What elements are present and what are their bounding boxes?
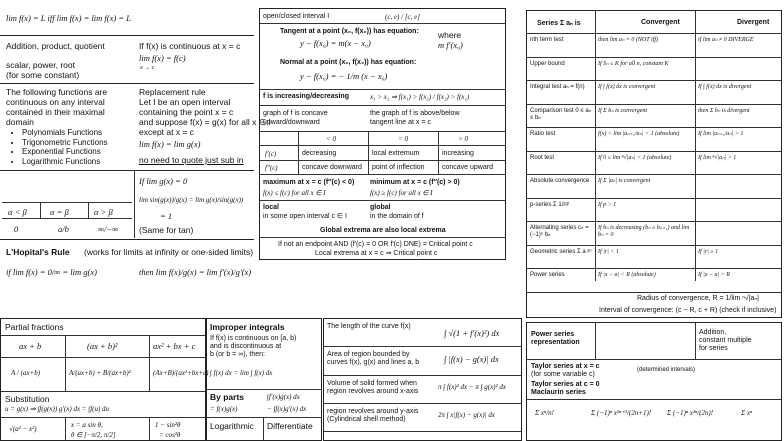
table-row	[527, 174, 781, 199]
table-cell: Power series	[530, 272, 565, 278]
table-cell: If 0 ≤ lim ⁿ√|aₙ| < 1 (absolute)	[598, 154, 672, 161]
interval-text-4: domain	[6, 117, 34, 127]
normal-title: Normal at a point (x₀, f(x₀)) has equation:	[280, 59, 417, 66]
shell-label-1: region revolves around y-axis	[327, 408, 419, 415]
parts-formula: ∫f′(x)g(x) dx	[267, 393, 300, 401]
improper-integrals-panel	[206, 318, 322, 441]
table-cell: If lim ⁿ√|aₙ| > 1	[698, 154, 737, 161]
table-cell: If Σ |aₙ| is convergent	[598, 178, 651, 184]
area-label-1: Area of region bounded by	[327, 351, 410, 358]
table-cell: If |x − a| < R (absolute)	[598, 272, 656, 278]
table-cell: x = a sin θ,	[71, 421, 103, 429]
global-label: global	[370, 204, 391, 211]
lhopital-subtitle: (works for limits at infinity or one-sided limits)	[84, 247, 254, 257]
table-cell: local extremum	[372, 150, 420, 157]
table-cell: If |r| ≥ 1	[698, 248, 719, 255]
local-label: local	[263, 204, 279, 211]
table-cell: 1 − sin²θ	[155, 421, 181, 429]
apq-title: Addition, product, quotient	[6, 41, 105, 51]
series-sum: Σ (−1)ⁿ x²ⁿ⁺¹/(2n+1)!	[591, 409, 652, 417]
apq-note: (for some constant)	[6, 70, 80, 80]
parts-formula-2: − ∫f(x)g′(x) dx	[267, 405, 307, 413]
length-label: The length of the curve f(x)	[327, 323, 411, 330]
open-closed-notation: (c, e) / [c, e]	[385, 13, 420, 21]
shell-label-2: (Cylindrical shell method)	[327, 416, 406, 423]
replacement-note: no need to quote just sub in	[139, 155, 244, 165]
minimum-sub: f(x) ≥ f(c) for all x ∈ I	[370, 189, 433, 197]
table-header: Convergent	[641, 19, 680, 26]
table-cell: If Σ bₙ is convergent	[598, 107, 648, 114]
table-header: < 0	[326, 135, 336, 143]
table-cell: Upper bound	[530, 60, 565, 67]
interval-of-convergence: Interval of convergence: (c − R, c + R) (check if inclusive)	[599, 307, 777, 314]
logarithmic-label: Logarithmic	[210, 421, 254, 431]
replacement-text-2: containing the point x = c	[139, 107, 234, 117]
table-row	[527, 33, 781, 58]
concave-left-2: upward/downward	[263, 119, 320, 126]
partial-fractions-title: Partial fractions	[5, 322, 64, 332]
replacement-text-3: and suppose f(x) = g(x) for all x ∈ I	[139, 117, 271, 127]
volume-label-1: Volume of solid formed when	[327, 380, 417, 387]
table-cell: nth term test	[530, 37, 564, 43]
table-cell: Comparison test 0 ≤ aₙ ≤ bₙ	[530, 107, 592, 121]
replacement-formula: lim f(x) = lim g(x)	[139, 139, 201, 149]
table-cell: = cos²θ	[159, 431, 181, 439]
comparison-table	[2, 172, 132, 238]
improper-text-2: and is discontinuous at	[210, 343, 282, 350]
table-row	[527, 221, 781, 246]
volume-label-2: region revolves around x-axis	[327, 388, 419, 395]
table-header: α = β	[50, 207, 69, 217]
table-cell: if lim aₙ ≠ 0 DIVERGE	[698, 37, 754, 43]
table-row	[527, 57, 781, 82]
applications-panel	[323, 318, 522, 441]
table-cell: decreasing	[302, 150, 337, 157]
list-item: • Polynomials Functions	[22, 128, 108, 138]
critical-point-local: Local extrema at x = c ⇒ Critical point c	[315, 250, 438, 257]
power-series-title: Power series representation	[531, 331, 580, 347]
where-m: m f′(x₀)	[438, 40, 463, 50]
series-panel	[526, 10, 782, 318]
table-header: (ax + b)²	[87, 341, 118, 351]
taylor-interval-note: (determined intervals)	[637, 367, 696, 373]
increasing-formula: x₁ > x₂ ⇒ f(x₁) > f(x₂) / f(x₂) > f(x₁)	[370, 93, 470, 101]
parts-title: By parts	[210, 392, 245, 402]
improper-title: Improper integrals	[210, 322, 285, 332]
table-cell: (Ax+B)/(ax²+bx+c)	[153, 369, 209, 377]
replacement-title: Replacement rule	[139, 87, 206, 97]
where-label: where	[438, 30, 462, 40]
table-cell: concave upward	[442, 164, 493, 171]
list-item: • Trigonometric Functions	[22, 138, 108, 148]
table-cell: concave downward	[302, 164, 362, 171]
table-cell: If bₙ is decreasing (bₙ ≥ bₙ₊₁) and lim bₙ = 0	[598, 225, 690, 239]
table-row	[527, 104, 781, 129]
partial-fractions-panel	[0, 318, 209, 441]
continuity-title: If f(x) is continuous at x = c	[139, 41, 241, 51]
power-series-note-3: for series	[699, 345, 728, 352]
concave-right-2: tangent line at x = c	[370, 119, 431, 126]
squeeze-fraction: lim sin(g(x))/g(x) = lim g(x)/sin(g(x))	[139, 196, 244, 204]
continuity-formula: lim f(x) = f(c)	[139, 53, 186, 63]
interval-text-1: The following functions are	[6, 87, 108, 97]
table-cell: then lim aₙ = 0 (NOT iff)	[598, 37, 658, 43]
table-cell: 0	[14, 224, 19, 234]
table-header: Divergent	[737, 19, 770, 26]
table-header: ax + b	[19, 341, 42, 351]
table-cell: If lim |aₙ₊₁/aₙ| > 1	[698, 131, 744, 137]
minimum-title: minimum at x = c (f″(c) > 0)	[370, 179, 460, 186]
concave-left-1: graph of f is concave	[263, 110, 328, 117]
volume-formula: π ∫ f(x)² dx − π ∫ g(x)² dx	[438, 383, 506, 391]
table-cell: point of inflection	[372, 164, 425, 171]
taylor-sub: (for some variable c)	[531, 371, 595, 378]
table-cell: If ∫ f(x) dx is divergent	[698, 84, 752, 90]
table-row	[527, 80, 781, 105]
table-cell: A/(ax+b) + B/(ax+b)²	[69, 369, 131, 377]
interval-text-3: contained in their maximal	[6, 107, 105, 117]
power-series-note-1: Addition,	[699, 329, 727, 336]
replacement-text-1: Let I be an open interval	[139, 97, 231, 107]
table-cell: Alternating series cₙ = (−1)ⁿ bₙ	[530, 225, 589, 239]
table-row	[527, 268, 781, 293]
table-cell: Absolute convergence	[530, 178, 590, 184]
maclaurin-title: Taylor series at c = 0 Maclaurin series	[531, 381, 600, 397]
length-formula: ∫ √(1 + f′(x)²) dx	[444, 328, 500, 338]
tangent-equation: y − f(x₀) = m(x − x₀)	[300, 38, 371, 48]
table-cell: If ∫ f(x) dx is convergent	[598, 84, 656, 90]
table-header: Series Σ aₙ is	[537, 20, 581, 27]
limit-definition: lim f(x) = L iff lim f(x) = lim f(x) = L	[6, 13, 131, 23]
replacement-text-4: except at x = c	[139, 127, 195, 137]
differentiate-label: Differentiate	[267, 421, 313, 431]
squeeze-equals: = 1	[160, 211, 173, 221]
apq-text: scalar, power, root	[6, 60, 75, 70]
table-cell: Root test	[530, 154, 555, 161]
list-item: • Logarithmic Functions	[22, 157, 108, 167]
continuous-functions-list	[8, 128, 108, 166]
tangent-title: Tangent at a point (x₀, f(x₀)) has equation:	[280, 28, 419, 35]
open-closed-label: open/closed interval I	[263, 13, 330, 20]
list-item: • Exponential Functions	[22, 147, 108, 157]
local-sub: in some open interval c ∈ I	[263, 213, 347, 220]
series-sum: Σ xⁿ/n!	[535, 409, 554, 417]
critical-point-rule: If not an endpoint AND (f′(c) = 0 OR f′(c) DNE) = Critical point c	[278, 241, 473, 248]
radius-of-convergence: Radius of convergence, R = 1/lim ⁿ√|aₙ|	[637, 295, 759, 302]
table-cell: Ratio test	[530, 131, 556, 137]
improper-text-3: b (or b = ∞), then:	[210, 351, 265, 358]
parts-sub: = f(x)g(x)	[210, 405, 238, 413]
table-header: α > β	[94, 207, 113, 217]
substitution-formula: u = g(x) ⇒ ∫f(g(x)) g′(x) dx = ∫f(u) du	[5, 405, 110, 413]
table-row-label: f′(c)	[265, 150, 277, 158]
table-cell: √(a² − x²)	[9, 425, 37, 433]
shell-formula: 2π ∫ x|f(x) − g(x)| dx	[438, 411, 495, 419]
table-cell: A / (ax+b)	[11, 369, 41, 377]
series-sum: Σ (−1)ⁿ x²ⁿ/(2n)!	[667, 409, 714, 417]
table-cell: increasing	[442, 150, 474, 157]
substitution-title: Substitution	[5, 394, 50, 404]
table-row	[527, 127, 781, 152]
table-cell: If |x − a| > R	[698, 272, 730, 278]
table-header: > 0	[458, 135, 468, 143]
table-header: ax² + bx + c	[153, 341, 196, 351]
table-cell: Geometric series Σ a rⁿ	[530, 248, 592, 255]
extrema-note: Global extrema are also local extrema	[320, 227, 446, 234]
table-row	[527, 151, 781, 176]
maximum-title: maximum at x = c (f″(c) < 0)	[263, 179, 355, 186]
interval-text-2: continuous on any interval	[6, 97, 105, 107]
global-sub: in the domain of f	[370, 213, 424, 220]
table-row	[527, 198, 781, 223]
table-cell: θ ∈ [−π/2, π/2]	[71, 431, 116, 439]
table-cell: If |r| < 1	[598, 248, 619, 255]
table-row-label: f″(c)	[265, 164, 278, 172]
table-cell: f(x) < lim |aₙ₊₁/aₙ| < 1 (absolute)	[598, 131, 680, 137]
maximum-sub: f(x) ≤ f(c) for all x ∈ I	[263, 189, 326, 197]
table-cell: a/b	[58, 224, 69, 234]
table-header: = 0	[398, 135, 408, 143]
table-cell: ∞/−∞	[98, 224, 119, 234]
series-sum: Σ xⁿ	[741, 409, 753, 417]
table-cell: Integral test aₙ = f(n)	[530, 84, 585, 90]
improper-formula: ∫ f(x) dx = lim ∫ f(x) dx	[210, 369, 273, 377]
lhopital-formula: if lim f(x) = 0/∞ = lim g(x)	[6, 267, 97, 277]
concave-right-1: the graph of f is above/below	[370, 110, 460, 117]
lhopital-title: L'Hopital's Rule	[6, 247, 70, 257]
power-series-panel	[526, 322, 782, 441]
table-header: α < β	[8, 207, 27, 217]
table-cell: If p > 1	[598, 201, 617, 208]
area-formula: ∫ |f(x) − g(x)| dx	[444, 354, 499, 364]
lhopital-then: then lim f(x)/g(x) = lim f′(x)/g′(x)	[139, 267, 252, 277]
power-series-note-2: constant multiple	[699, 337, 752, 344]
squeeze-note: (Same for tan)	[139, 225, 194, 235]
increasing-label: f is increasing/decreasing	[263, 93, 349, 100]
taylor-title: Taylor series at x = c	[531, 363, 600, 370]
derivatives-panel	[259, 8, 506, 260]
improper-text-1: If f(x) is continuous on [a, b)	[210, 335, 297, 342]
continuity-subscript: x → c	[140, 65, 155, 71]
table-cell: If Sₙ ≤ K for all n, constant K	[598, 60, 669, 67]
squeeze-condition: If lim g(x) = 0	[139, 176, 188, 186]
table-cell: p-series Σ 1/nᵖ	[530, 201, 569, 208]
area-label-2: curves f(x), g(x) and lines a, b	[327, 359, 420, 366]
table-cell: then Σ bₙ is divergent	[698, 107, 750, 114]
table-row	[527, 245, 781, 270]
normal-equation: y − f(x₀) = − 1/m (x − x₀)	[300, 71, 388, 81]
